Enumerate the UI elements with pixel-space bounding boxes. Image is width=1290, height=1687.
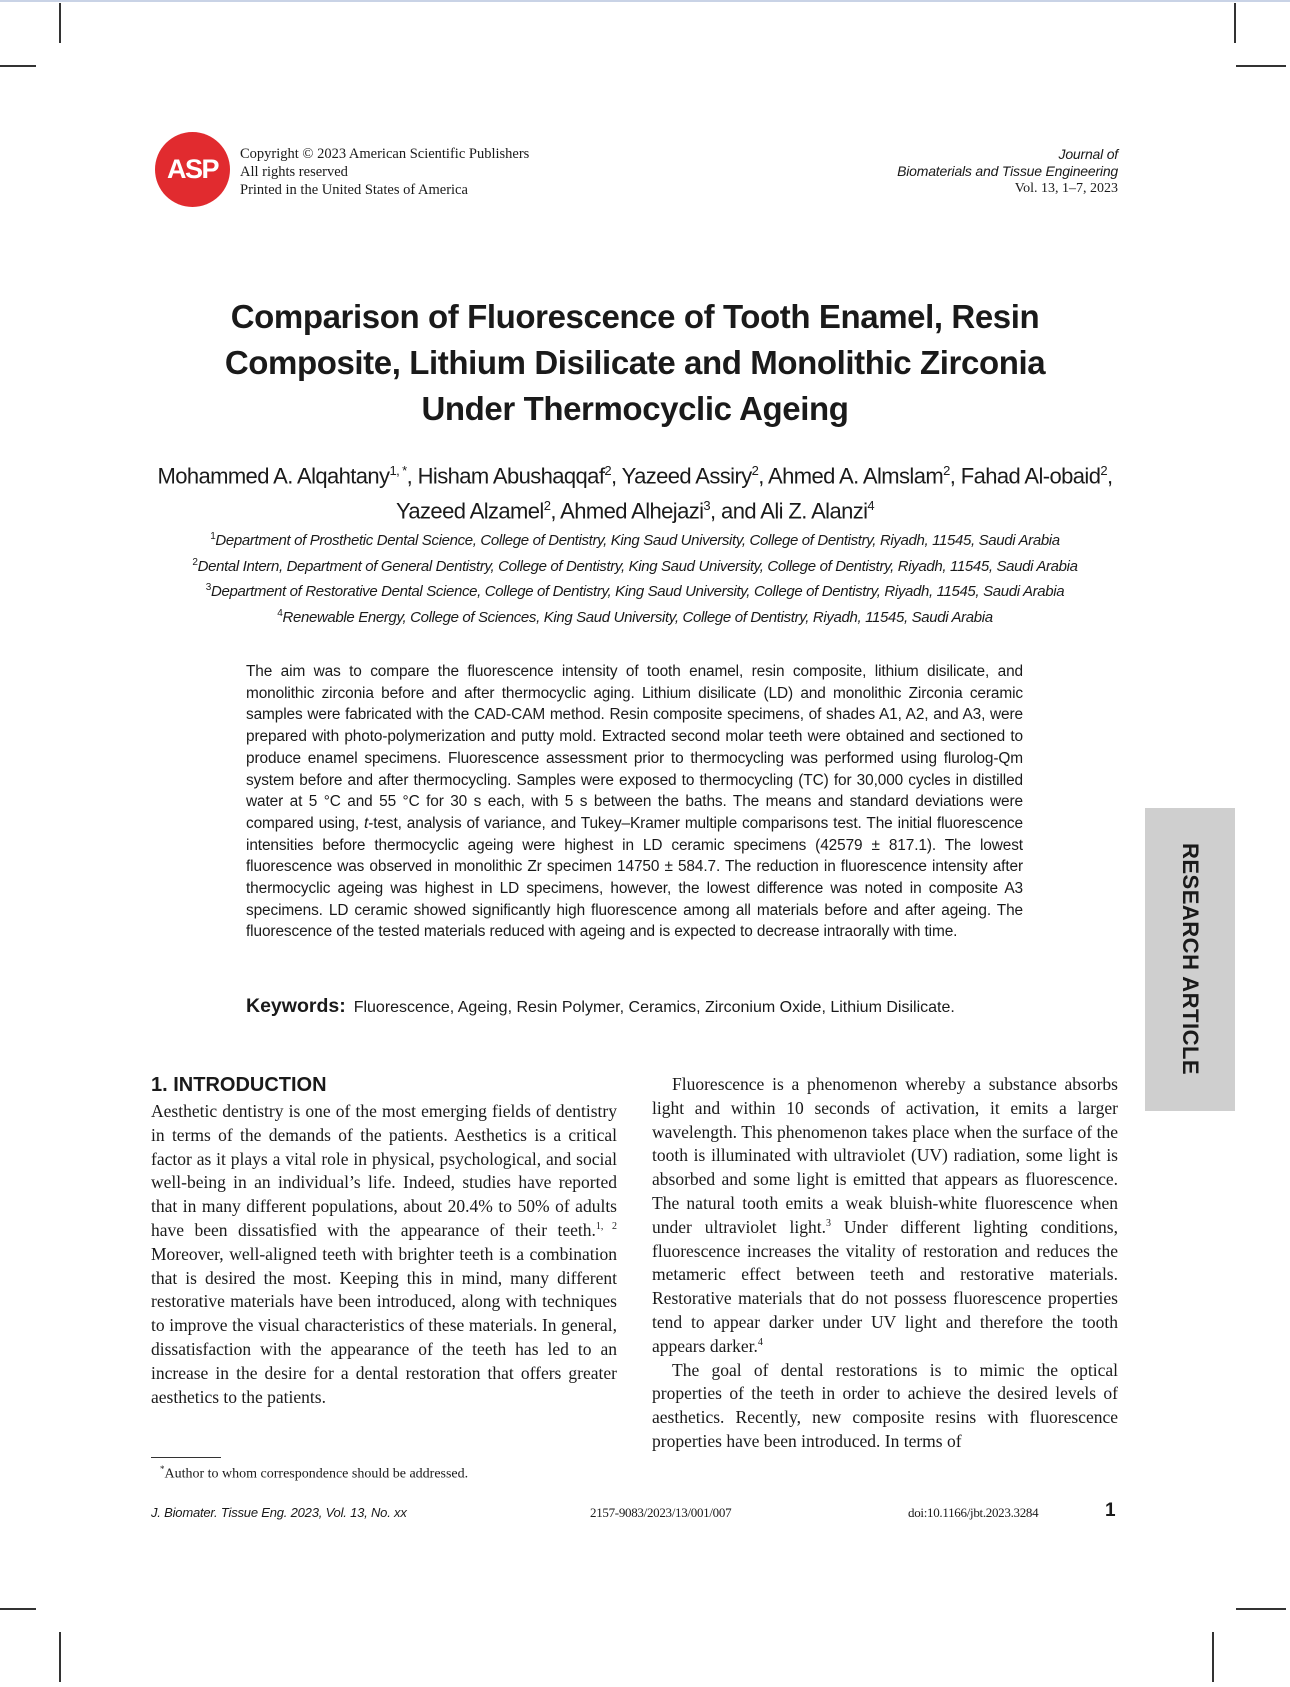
affiliation-list xyxy=(140,526,1130,628)
author-affiliation-ref: 2 xyxy=(1100,463,1107,478)
footnote-text: Author to whom correspondence should be addressed. xyxy=(164,1466,469,1482)
paragraph-text: Under different lighting conditions, fluorescence increases the vitality of restoration and reduces the metameric effect between teeth and restorative materials. Restorative materials that do not possess fluorescence properties tend to appear darker under UV light and therefore the tooth appears darker. xyxy=(652,1216,1118,1356)
affiliation-text: Department of Restorative Dental Science, College of Dentistry, King Saud University, College of Dentistry, Riyadh, 11545, Saudi Arabia xyxy=(211,583,1065,600)
author-affiliation-ref: 2 xyxy=(604,463,611,478)
author-list: Mohammed A. Alqahtany$^{1, *}$, Hisham Abushaqqaf$^2$, Yazeed Assiry$^2$, Ahmed A. Almslam$^2$, Fahad Al-obaid$^2$, Yazeed Alzamel$^2$, Ahmed Alhejazi$^3$, and Ali Z. Alanzi$^4$ xyxy=(157,463,1113,524)
affiliation-number: 4 xyxy=(277,607,283,619)
body-column-left xyxy=(151,1072,617,1409)
footer-citation: J. Biomater. Tissue Eng. 2023, Vol. 13, No. xx xyxy=(151,1505,407,1520)
citation-ref: 4 xyxy=(757,1336,763,1348)
title-line: Composite, Lithium Disilicate and Monolithic Zirconia xyxy=(224,344,1046,381)
crop-mark xyxy=(0,1608,36,1610)
publisher-logo xyxy=(155,132,230,207)
viewer-top-edge xyxy=(0,0,1290,2)
author-name: Yazeed Alzamel xyxy=(395,498,544,524)
body-paragraph xyxy=(652,1073,1118,1359)
journal-name-line2: Biomaterials and Tissue Engineering xyxy=(897,163,1118,179)
article-type-label: RESEARCH ARTICLE xyxy=(1178,843,1203,1076)
citation-ref: 1, 2 xyxy=(595,1221,617,1233)
journal-info xyxy=(897,146,1118,197)
author-name: Ali Z. Alanzi xyxy=(760,498,868,524)
section-heading: 1. INTRODUCTION xyxy=(151,1074,327,1096)
copyright-block xyxy=(240,145,529,199)
page-number: 1 xyxy=(1105,1500,1116,1521)
affiliation-number: 3 xyxy=(205,582,211,593)
body-paragraph xyxy=(151,1100,617,1409)
author-name: Yazeed Assiry xyxy=(621,463,752,489)
title-line: Comparison of Fluorescence of Tooth Enamel, Resin xyxy=(230,298,1040,335)
abstract-italic: t xyxy=(364,814,369,832)
affiliation xyxy=(140,552,1130,578)
body-column-right xyxy=(652,1073,1118,1454)
author-name: Ahmed Alhejazi xyxy=(560,498,704,524)
author-affiliation-ref: 2 xyxy=(751,463,759,478)
copyright-line: Copyright © 2023 American Scientific Publishers xyxy=(240,146,530,162)
affiliation xyxy=(140,577,1130,603)
author-affiliation-ref: 2 xyxy=(543,498,551,514)
crop-mark xyxy=(59,1632,61,1682)
footnote xyxy=(160,1464,468,1483)
title-line: Under Thermocyclic Ageing xyxy=(421,390,849,427)
keywords-label: Keywords: xyxy=(246,995,346,1017)
paper-title xyxy=(150,294,1120,432)
footnote-rule xyxy=(151,1457,221,1458)
publisher-logo-text: ASP xyxy=(166,154,219,184)
affiliation xyxy=(140,603,1130,629)
abstract-text: -test, analysis of variance, and Tukey–Kramer multiple comparisons test. The initial fluorescence intensities before thermocyclic ageing were highest in LD ceramic specimens (42579 ± 817.1). The lowest fluorescence was observed in monolithic Zr specimen 14750 ± 584.7. The reduction in fluorescence intensity after thermocyclic ageing was highest in LD specimens, however, the lowest difference was noted in composite A3 specimens. LD ceramic showed significantly high fluorescence among all materials before and after ageing. The fluorescence of the tested materials reduced with ageing and is expected to decrease intraorally with time. xyxy=(246,814,1023,941)
abstract xyxy=(246,661,1023,943)
footnote-marker: * xyxy=(160,1464,165,1474)
crop-mark xyxy=(0,65,36,67)
affiliation-text: Department of Prosthetic Dental Science, College of Dentistry, King Saud University, College of Dentistry, Riyadh, 11545, Saudi Arabia xyxy=(215,532,1060,549)
citation-ref: 3 xyxy=(826,1217,832,1229)
affiliation-number: 2 xyxy=(192,556,198,568)
crop-mark xyxy=(59,3,61,43)
body-paragraph: The goal of dental restorations is to mimic the optical properties of the teeth in order to achieve the desired levels of aesthetics. Recently, new composite resins with fluorescence properties have been introduced. In terms of xyxy=(652,1359,1118,1451)
affiliation-number: 1 xyxy=(210,531,216,542)
journal-volume: Vol. 13, 1–7, 2023 xyxy=(1014,181,1118,196)
journal-name-line1: Journal of xyxy=(1058,146,1118,162)
keywords xyxy=(246,995,955,1018)
rights-line: All rights reserved xyxy=(240,164,348,180)
printed-line: Printed in the United States of America xyxy=(240,182,468,198)
author-affiliation-ref: 2 xyxy=(943,463,950,478)
keywords-text: Fluorescence, Ageing, Resin Polymer, Ceramics, Zirconium Oxide, Lithium Disilicate. xyxy=(353,999,955,1016)
paragraph-text: Moreover, well-aligned teeth with brighter teeth is a combination that is desired the most. Keeping this in mind, many different restorative materials have been introduced, along with techniques to improve the visual characteristics of these materials. In general, dissatisfaction with the appearance of the teeth has led to an increase in the desire for a dental restoration that offers greater aesthetics to the patients. xyxy=(151,1243,617,1407)
author-affiliation-ref: 4 xyxy=(867,498,875,514)
affiliation xyxy=(140,526,1130,552)
footer-issn: 2157-9083/2023/13/001/007 xyxy=(590,1505,732,1520)
author-name: Hisham Abushaqqaf xyxy=(417,463,605,489)
article-type-tab xyxy=(1145,808,1235,1111)
paragraph-text: Aesthetic dentistry is one of the most emerging fields of dentistry in terms of the demands of the patients. Aesthetics is a critical factor as it plays a vital role in physical, psychological, and social well-being in an individual’s life. Indeed, studies have reported that in many different populations, about 20.4% to 50% of adults have been dissatisfied with the appearance of their teeth. xyxy=(151,1101,617,1240)
crop-mark xyxy=(1212,1632,1214,1682)
crop-mark xyxy=(1234,3,1236,43)
abstract-text: The aim was to compare the fluorescence intensity of tooth enamel, resin composite, lithium disilicate, and monolithic zirconia before and after thermocyclic aging. Lithium disilicate (LD) and monolithic Zirconia ceramic samples were fabricated with the CAD-CAM method. Resin composite specimens, of shades A1, A2, and A3, were prepared with photo-polymerization and putty mold. Extracted second molar teeth were obtained and sectioned to produce enamel specimens. Fluorescence assessment prior to thermocycling was performed using flurolog-Qm system before and after thermocycling. Samples were exposed to thermocycling (TC) for 30,000 cycles in distilled water at 5 °C and 55 °C for 30 s each, with 5 s between the baths. The means and standard deviations were compared using, xyxy=(246,663,1023,832)
author-name: Ahmed A. Almslam xyxy=(768,463,944,489)
crop-mark xyxy=(1236,65,1286,67)
affiliation-text: Renewable Energy, College of Sciences, King Saud University, College of Dentistry, Riyadh, 11545, Saudi Arabia xyxy=(282,608,993,626)
footer-doi: doi:10.1166/jbt.2023.3284 xyxy=(908,1505,1039,1520)
author-name: Mohammed A. Alqahtany xyxy=(157,463,390,489)
author-affiliation-ref: 3 xyxy=(703,498,711,514)
crop-mark xyxy=(1236,1608,1286,1610)
paragraph-text: Fluorescence is a phenomenon whereby a substance absorbs light and within 10 seconds of activation, it emits a larger wavelength. This phenomenon takes place when the surface of the tooth is illuminated with ultraviolet (UV) radiation, some light is absorbed and some light is emitted that appears as fluorescence. The natural tooth emits a weak bluish-white fluorescence when under ultraviolet light. xyxy=(652,1074,1118,1237)
author-affiliation-ref: 1, * xyxy=(389,463,407,478)
author-name: Fahad Al-obaid xyxy=(960,463,1101,489)
affiliation-text: Dental Intern, Department of General Dentistry, College of Dentistry, King Saud University, College of Dentistry, Riyadh, 11545, Saudi Arabia xyxy=(197,557,1078,575)
